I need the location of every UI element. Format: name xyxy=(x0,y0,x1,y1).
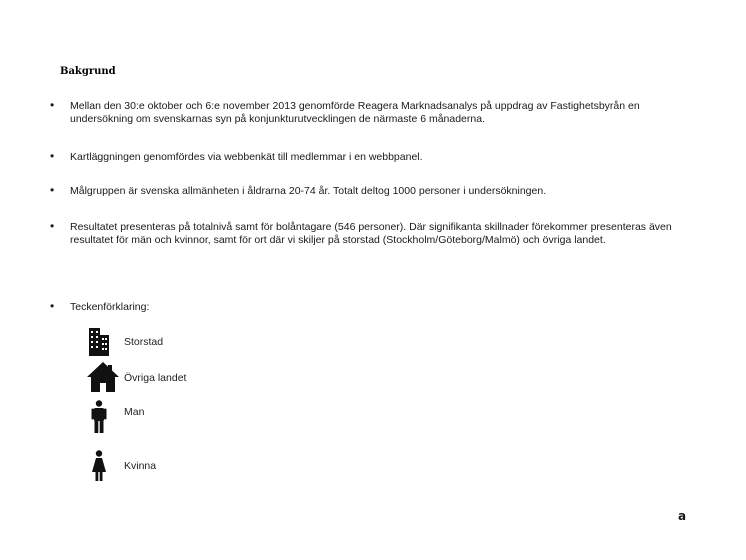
house-icon xyxy=(86,361,120,398)
building-icon xyxy=(86,326,112,361)
man-icon xyxy=(91,400,107,439)
woman-icon xyxy=(91,450,107,487)
legend-label: Kvinna xyxy=(124,460,157,472)
bullet-item xyxy=(50,221,690,247)
bullet-dot: • xyxy=(50,149,55,163)
bullet-item xyxy=(50,301,690,314)
legend-label: Man xyxy=(124,406,145,418)
legend-label: Övriga landet xyxy=(124,372,187,384)
bullet-text: Teckenförklaring: xyxy=(70,301,150,313)
bullet-text: Mellan den 30:e oktober och 6:e november 2013 genomförde Reagera Marknadsanalys på uppdrag av Fastighetsbyrån en undersökning om svenskarnas syn på konjunkturutvecklingen de närmaste 6 månaderna. xyxy=(70,100,640,125)
bullet-item xyxy=(50,151,690,164)
bullet-text: Resultatet presenteras på totalnivå samt för bolåntagare (546 personer). Där signifikanta skillnader förekommer presenteras även resultatet för män och kvinnor, samt för ort där vi skiljer på storstad (Stockholm/Göteborg/Malmö) och övriga landet. xyxy=(70,221,672,246)
page-title: Bakgrund xyxy=(60,66,116,77)
bullet-dot: • xyxy=(50,219,55,233)
bullet-item xyxy=(50,100,690,126)
logo: a xyxy=(678,509,687,523)
bullet-dot: • xyxy=(50,183,55,197)
bullet-text: Målgruppen är svenska allmänheten i åldrarna 20-74 år. Totalt deltog 1000 personer i undersökningen. xyxy=(70,185,547,197)
bullet-text: Kartläggningen genomfördes via webbenkät till medlemmar i en webbpanel. xyxy=(70,151,423,163)
bullet-dot: • xyxy=(50,98,55,112)
bullet-dot: • xyxy=(50,299,55,313)
bullet-item xyxy=(50,185,690,198)
legend-label: Storstad xyxy=(124,336,164,348)
